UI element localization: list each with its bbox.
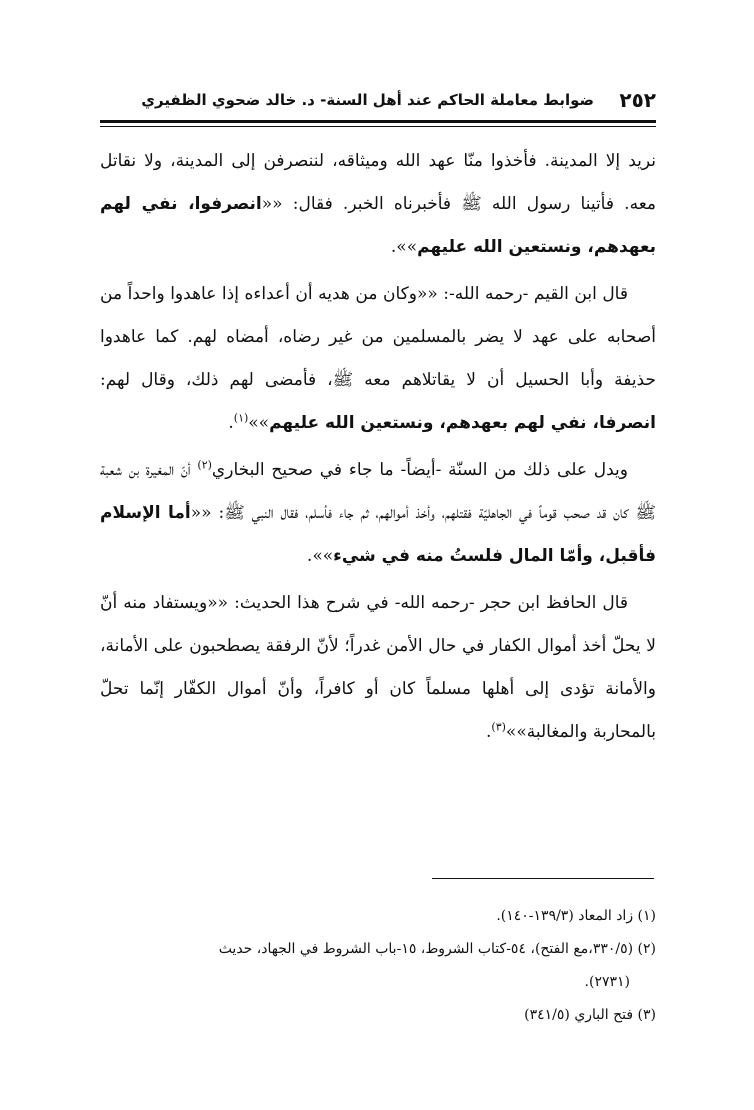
paragraph-2 <box>100 273 656 445</box>
paragraph-3 <box>100 449 656 578</box>
paragraph-3-text: ويدل على ذلك من السنّة -أيضاً- ما جاء في صحيح البخاري <box>211 460 628 480</box>
footnote-separator <box>432 878 654 879</box>
footnote-1: (١) زاد المعاد (١٣٩/٣-١٤٠). <box>496 908 656 924</box>
footnote-3: (٣) فتح الباري (٣٤١/٥) <box>524 1007 656 1023</box>
quote-bold: أما الإسلام فأقبل، وأمّا المال فلستُ منه في شيء <box>100 503 656 566</box>
page-header <box>100 82 656 122</box>
paragraph-4-text: قال الحافظ ابن حجر -رحمه الله- في شرح هذا الحديث: ««ويستفاد منه أنّ لا يحلّ أخذ أموال الكفار في حال الأمن غدراً؛ لأنّ الرفقة يصطحبون على الأمانة، والأمانة تؤدى إلى أهلها مسلماً كان أو كافراً، وأنّ أموال الكفّار إنّما تحلّ بالمحاربة والمغالبة»» <box>100 593 656 742</box>
paragraph-3-close: »». <box>306 546 334 566</box>
paragraph-2-text: قال ابن القيم -رحمه الله-: ««وكان من هديه أن أعداءه إذا عاهدوا واحداً من أصحابه على عهد لا يضر بالمسلمين من غير رضاه، أمضاه لهم. كما عاهدوا حذيفة وأبا الحسيل أن لا يقاتلاهم معه ﷺ، فأمضى لهم ذلك، وقال لهم: <box>100 284 656 390</box>
page-number: ٢٥٢ <box>619 88 656 112</box>
paragraph-2-close: »» <box>248 413 270 433</box>
paragraph-3-text-cont: أنّ المغيرة بن شعبة ﷺ كان قد صحب قوماً في الجاهليّة فقتلهم، وأخذ أموالهم، ثم جاء فأسلم، فقال النبي ﷺ: «« <box>100 460 656 523</box>
footnote-marker[interactable]: (٣) <box>491 720 506 734</box>
header-rule-thick <box>100 120 656 123</box>
quote-bold: انصرفا، نفي لهم بعهدهم، ونستعين الله عليهم <box>269 413 656 433</box>
footnote-2-continuation: (٢٧٣١). <box>584 974 630 990</box>
paragraph-4-end: . <box>486 722 492 742</box>
footnotes <box>100 900 656 1032</box>
running-title: ضوابط معاملة الحاكم عند أهل السنة- د. خالد ضحوي الظفيري <box>141 91 594 109</box>
footnote-marker[interactable]: (٢) <box>197 458 212 472</box>
footnote-marker[interactable]: (١) <box>233 411 249 425</box>
header-rule-thin <box>100 126 656 127</box>
quote-bold: انصرفوا، نفي لهم بعهدهم، ونستعين الله عليهم <box>100 194 656 257</box>
paragraph-1-close: »». <box>390 237 418 257</box>
paragraph-1-text: نريد إلا المدينة. فأخذوا منّا عهد الله وميثاقه، لننصرفن إلى المدينة، ولا نقاتل معه. فأتينا رسول الله ﷺ فأخبرناه الخبر. فقال: «« <box>100 151 656 214</box>
paragraph-1 <box>100 140 656 269</box>
footnote-2: (٢) (٣٣٠/٥،مع الفتح)، ٥٤-كتاب الشروط، ١٥-باب الشروط في الجهاد، حديث <box>218 941 656 957</box>
body-text <box>100 140 656 758</box>
paragraph-4 <box>100 582 656 754</box>
paragraph-2-end: . <box>228 413 234 433</box>
